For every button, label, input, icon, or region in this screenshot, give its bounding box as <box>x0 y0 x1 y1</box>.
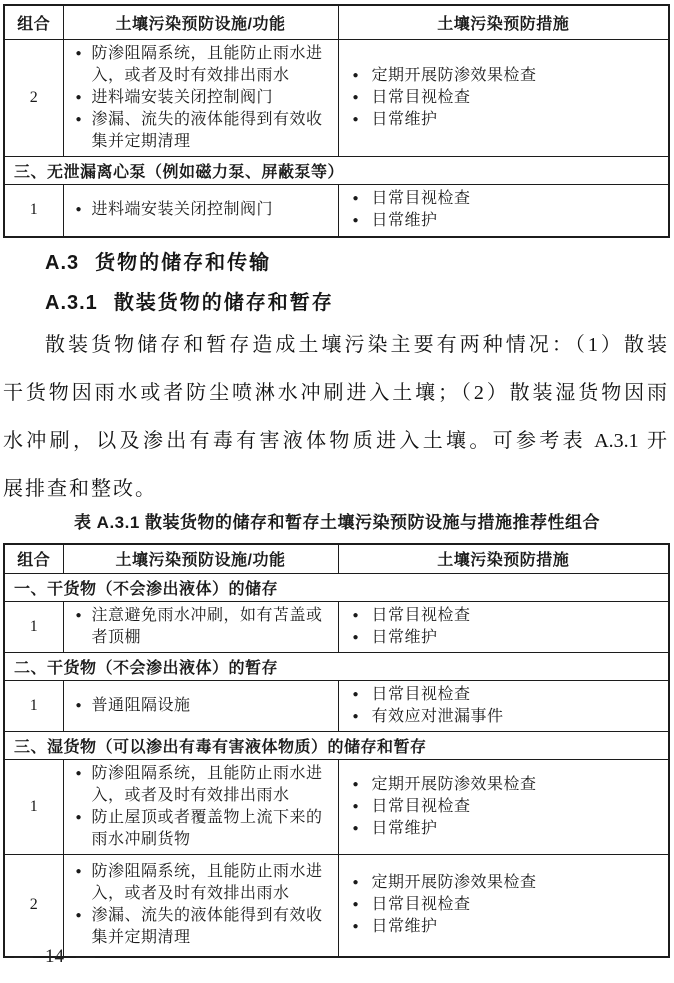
measure-text: 日常维护 <box>371 628 438 646</box>
bullet-icon: ● <box>75 113 82 125</box>
measure-text: 日常维护 <box>371 212 438 230</box>
facility-cell <box>63 184 338 237</box>
measure-item <box>341 87 667 109</box>
facility-text: 防渗阻隔系统，且能防止雨水进入，或者及时有效排出雨水 <box>91 863 323 903</box>
combo-cell: 1 <box>4 184 63 237</box>
facility-cell <box>63 854 338 957</box>
bullet-icon: ● <box>352 800 359 812</box>
measure-text: 日常维护 <box>371 819 438 837</box>
measure-text: 日常目视检查 <box>371 896 471 914</box>
table-caption: 表 A.3.1 散装货物的储存和暂存土壤污染预防设施与措施推荐性组合 <box>73 513 601 532</box>
measure-text: 日常维护 <box>371 918 438 936</box>
header-measure: 土壤污染预防措施 <box>338 544 669 573</box>
measure-item <box>341 916 667 938</box>
measure-item <box>341 818 667 840</box>
heading-a3 <box>45 246 271 275</box>
bullet-icon: ● <box>352 899 359 911</box>
header-combo: 组合 <box>4 5 63 39</box>
facility-item <box>66 905 336 949</box>
section-row <box>4 731 669 759</box>
facility-text: 进料端安装关闭控制阀门 <box>91 201 274 219</box>
bullet-icon: ● <box>75 910 82 922</box>
paragraph-line: 展排查和整改。 <box>3 478 157 500</box>
body-paragraph <box>3 321 667 513</box>
facility-item <box>66 43 336 87</box>
table-row <box>4 601 669 652</box>
header-combo: 组合 <box>4 544 63 573</box>
measure-text: 有效应对泄漏事件 <box>371 707 504 725</box>
measure-cell <box>338 184 669 237</box>
paragraph-line: 散装货物储存和暂存造成土壤污染主要有两种情况：（1）散装 <box>45 334 667 356</box>
facility-item <box>66 199 336 221</box>
bullet-icon: ● <box>75 91 82 103</box>
facility-cell <box>63 759 338 854</box>
bullet-icon: ● <box>352 688 359 700</box>
measure-text: 日常维护 <box>371 110 438 128</box>
measure-text: 日常目视检查 <box>371 797 471 815</box>
bullet-icon: ● <box>352 631 359 643</box>
facility-cell <box>63 601 338 652</box>
heading-title: 散装货物的储存和暂存 <box>113 292 334 314</box>
measure-item <box>341 65 667 87</box>
header-measure: 土壤污染预防措施 <box>338 5 669 39</box>
section-label: 三、无泄漏离心泵（例如磁力泵、屏蔽泵等） <box>4 156 669 184</box>
bullet-icon: ● <box>75 699 82 711</box>
facility-text: 渗漏、流失的液体能得到有效收集并定期清理 <box>91 110 323 150</box>
page-footer <box>14 946 95 968</box>
measure-cell <box>338 39 669 156</box>
header-facility: 土壤污染预防设施/功能 <box>63 5 338 39</box>
section-row <box>4 652 669 680</box>
bullet-icon: ● <box>75 204 82 216</box>
bullet-icon: ● <box>352 193 359 205</box>
facility-text: 渗漏、流失的液体能得到有效收集并定期清理 <box>91 907 323 947</box>
measure-text: 日常目视检查 <box>371 606 471 624</box>
heading-a31 <box>45 286 334 315</box>
footer-dash-right: — <box>76 946 95 967</box>
table-row <box>4 39 669 156</box>
bullet-icon: ● <box>75 811 82 823</box>
facility-item <box>66 763 336 807</box>
measure-cell <box>338 759 669 854</box>
table-row <box>4 854 669 957</box>
measure-item <box>341 627 667 649</box>
facility-text: 注意避免雨水冲刷，如有苫盖或者顶棚 <box>91 606 323 646</box>
section-label: 二、干货物（不会渗出液体）的暂存 <box>4 652 669 680</box>
measure-cell <box>338 601 669 652</box>
header-facility: 土壤污染预防设施/功能 <box>63 544 338 573</box>
table-a31 <box>3 543 670 958</box>
section-label: 三、湿货物（可以渗出有毒有害液体物质）的储存和暂存 <box>4 731 669 759</box>
table-row <box>4 759 669 854</box>
measure-item <box>341 188 667 210</box>
measure-item <box>341 774 667 796</box>
facility-item <box>66 695 336 717</box>
facility-cell <box>63 39 338 156</box>
facility-text: 防止屋顶或者覆盖物上流下来的雨水冲刷货物 <box>91 808 323 848</box>
facility-item <box>66 861 336 905</box>
facility-text: 防渗阻隔系统，且能防止雨水进入，或者及时有效排出雨水 <box>91 764 323 804</box>
measure-text: 日常目视检查 <box>371 685 471 703</box>
bullet-icon: ● <box>352 113 359 125</box>
bullet-icon: ● <box>75 47 82 59</box>
facility-text: 防渗阻隔系统，且能防止雨水进入，或者及时有效排出雨水 <box>91 44 323 84</box>
measure-item <box>341 210 667 232</box>
facility-item <box>66 109 336 153</box>
bullet-icon: ● <box>75 609 82 621</box>
bullet-icon: ● <box>75 767 82 779</box>
measure-text: 日常目视检查 <box>371 190 471 208</box>
measure-item <box>341 706 667 728</box>
combo-cell: 1 <box>4 759 63 854</box>
measure-text: 定期开展防渗效果检查 <box>371 66 537 84</box>
facility-item <box>66 87 336 109</box>
facility-item <box>66 605 336 649</box>
combo-cell: 1 <box>4 601 63 652</box>
facility-cell <box>63 680 338 731</box>
measure-item <box>341 894 667 916</box>
bullet-icon: ● <box>352 710 359 722</box>
facility-text: 普通阻隔设施 <box>91 696 191 714</box>
page-number: 14 <box>45 946 64 967</box>
section-row <box>4 573 669 601</box>
combo-cell: 1 <box>4 680 63 731</box>
facility-item <box>66 807 336 851</box>
measure-item <box>341 684 667 706</box>
measure-item <box>341 872 667 894</box>
paragraph-line: 干货物因雨水或者防尘喷淋水冲刷进入土壤；（2）散装湿货物因雨 <box>3 382 667 404</box>
paragraph-line: 水冲刷，以及渗出有毒有害液体物质进入土壤。可参考表 A.3.1 开 <box>3 430 667 452</box>
heading-title: 货物的储存和传输 <box>95 252 272 274</box>
measure-item <box>341 796 667 818</box>
bullet-icon: ● <box>352 822 359 834</box>
bullet-icon: ● <box>352 69 359 81</box>
bullet-icon: ● <box>352 921 359 933</box>
heading-number: A.3 <box>45 252 80 274</box>
bullet-icon: ● <box>352 778 359 790</box>
measure-cell <box>338 680 669 731</box>
footer-dash-left: — <box>14 946 33 967</box>
table-row <box>4 680 669 731</box>
measure-item <box>341 605 667 627</box>
bullet-icon: ● <box>352 609 359 621</box>
bullet-icon: ● <box>352 215 359 227</box>
table-header-row <box>4 544 669 573</box>
table-pumps-continued <box>3 4 670 238</box>
heading-number: A.3.1 <box>45 292 98 314</box>
bullet-icon: ● <box>352 91 359 103</box>
measure-text: 日常目视检查 <box>371 88 471 106</box>
combo-cell: 2 <box>4 39 63 156</box>
section-row <box>4 156 669 184</box>
bullet-icon: ● <box>352 877 359 889</box>
bullet-icon: ● <box>75 866 82 878</box>
table-row <box>4 184 669 237</box>
table-header-row <box>4 5 669 39</box>
measure-item <box>341 109 667 131</box>
measure-cell <box>338 854 669 957</box>
measure-text: 定期开展防渗效果检查 <box>371 874 537 892</box>
section-label: 一、干货物（不会渗出液体）的储存 <box>4 573 669 601</box>
combo-cell: 2 <box>4 854 63 957</box>
facility-text: 进料端安装关闭控制阀门 <box>91 88 274 106</box>
measure-text: 定期开展防渗效果检查 <box>371 775 537 793</box>
